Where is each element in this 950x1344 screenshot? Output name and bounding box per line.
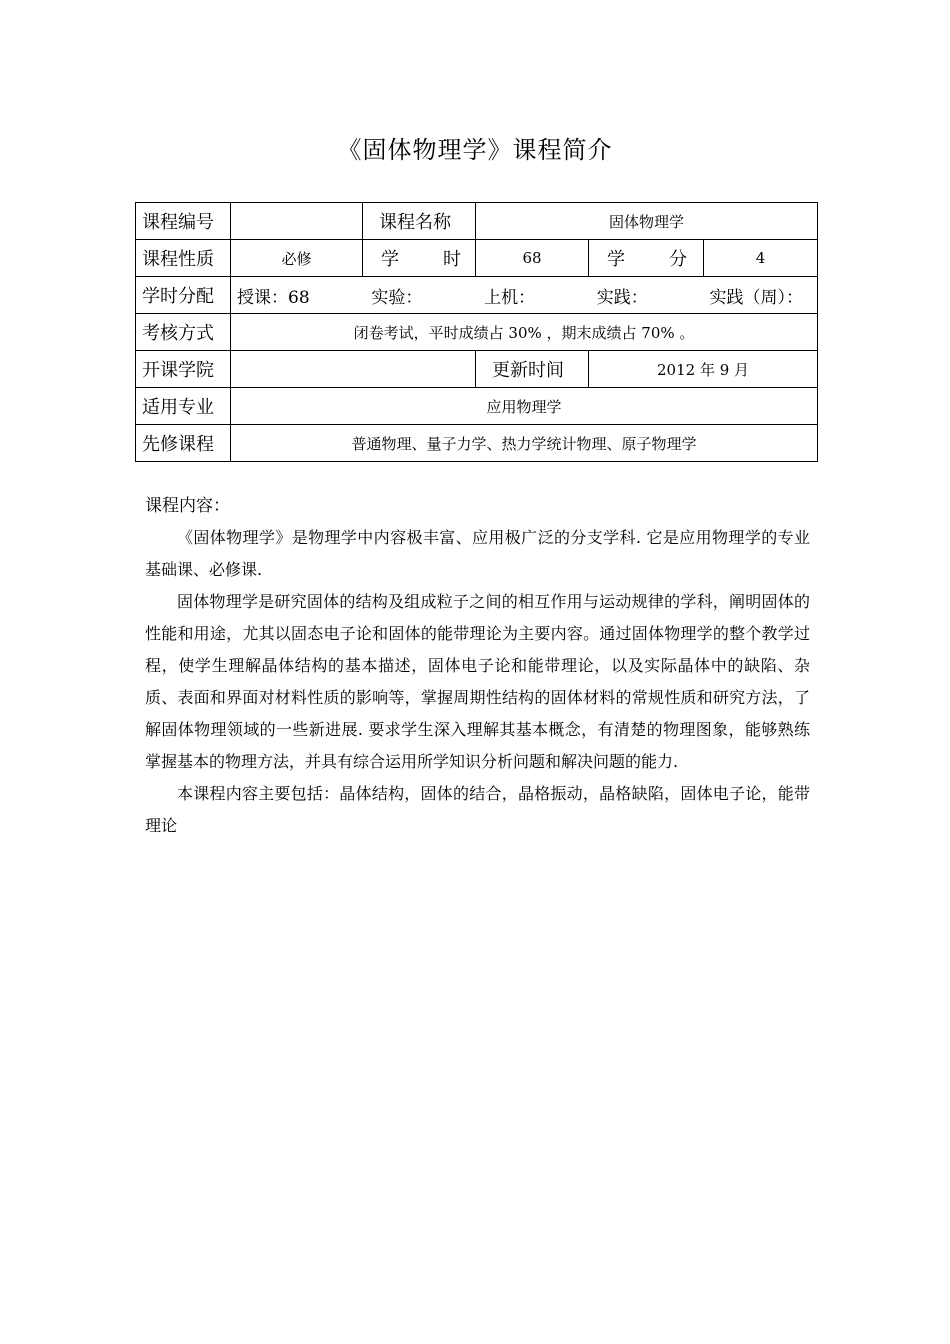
- allocation-computer: 上机：: [484, 287, 536, 308]
- credits-label: 学 分: [607, 249, 687, 270]
- table-row: [136, 314, 818, 351]
- credits-value: 4: [704, 240, 818, 277]
- allocation-practice-weeks: 实践（周）：: [709, 287, 804, 308]
- assessment-label: 考核方式: [136, 314, 231, 351]
- hours-label: 学 时: [381, 249, 461, 270]
- page-title: 《固体物理学》课程简介: [337, 136, 613, 164]
- content-heading: 课程内容：: [145, 496, 230, 516]
- prerequisites-value: 普通物理、量子力学、热力学统计物理、原子物理学: [231, 425, 818, 462]
- updated-label: 更新时间: [476, 351, 589, 388]
- course-code-value: [231, 203, 363, 240]
- course-nature-value: 必修: [231, 240, 363, 277]
- hours-allocation-label: 学时分配: [136, 277, 231, 314]
- allocation-experiment: 实验：: [371, 287, 423, 308]
- table-row: [136, 240, 818, 277]
- table-row: [136, 277, 818, 314]
- table-row: [136, 351, 818, 388]
- major-label: 适用专业: [136, 388, 231, 425]
- table-row: [136, 203, 818, 240]
- allocation-practice: 实践：: [596, 287, 648, 308]
- table-row: [136, 425, 818, 462]
- allocation-lecture: 授课：68: [237, 287, 310, 308]
- assessment-value: 闭卷考试，平时成绩占 30% ，期末成绩占 70% 。: [231, 314, 818, 351]
- content-paragraph: 固体物理学是研究固体的结构及组成粒子之间的相互作用与运动规律的学科，阐明固体的性能和用途，尤其以固态电子论和固体的能带理论为主要内容。通过固体物理学的整个教学过程，使学生理解晶体结构的基本描述，固体电子论和能带理论，以及实际晶体中的缺陷、杂质、表面和界面对材料性质的影响等，掌握周期性结构的固体材料的常规性质和研究方法，了解固体物理领域的一些新进展. 要求学生深入理解其基本概念，有清楚的物理图象，能够熟练掌握基本的物理方法，并具有综合运用所学知识分析问题和解决问题的能力.: [145, 592, 810, 771]
- prerequisites-label: 先修课程: [136, 425, 231, 462]
- course-nature-label: 课程性质: [136, 240, 231, 277]
- major-value: 应用物理学: [231, 388, 818, 425]
- course-name-label: 课程名称: [363, 203, 476, 240]
- table-row: [136, 388, 818, 425]
- course-name-value: 固体物理学: [476, 203, 818, 240]
- course-code-label: 课程编号: [136, 203, 231, 240]
- course-content: [145, 490, 810, 842]
- course-info-table: [135, 202, 818, 462]
- college-value: [231, 351, 476, 388]
- hours-value: 68: [476, 240, 589, 277]
- college-label: 开课学院: [136, 351, 231, 388]
- content-paragraph: 本课程内容主要包括：晶体结构，固体的结合，晶格振动，晶格缺陷，固体电子论，能带理论: [145, 784, 810, 835]
- hours-allocation-value: [231, 277, 818, 314]
- updated-value: 2012 年 9 月: [589, 351, 818, 388]
- content-paragraph: 《固体物理学》是物理学中内容极丰富、应用极广泛的分支学科. 它是应用物理学的专业基础课、必修课.: [145, 528, 810, 579]
